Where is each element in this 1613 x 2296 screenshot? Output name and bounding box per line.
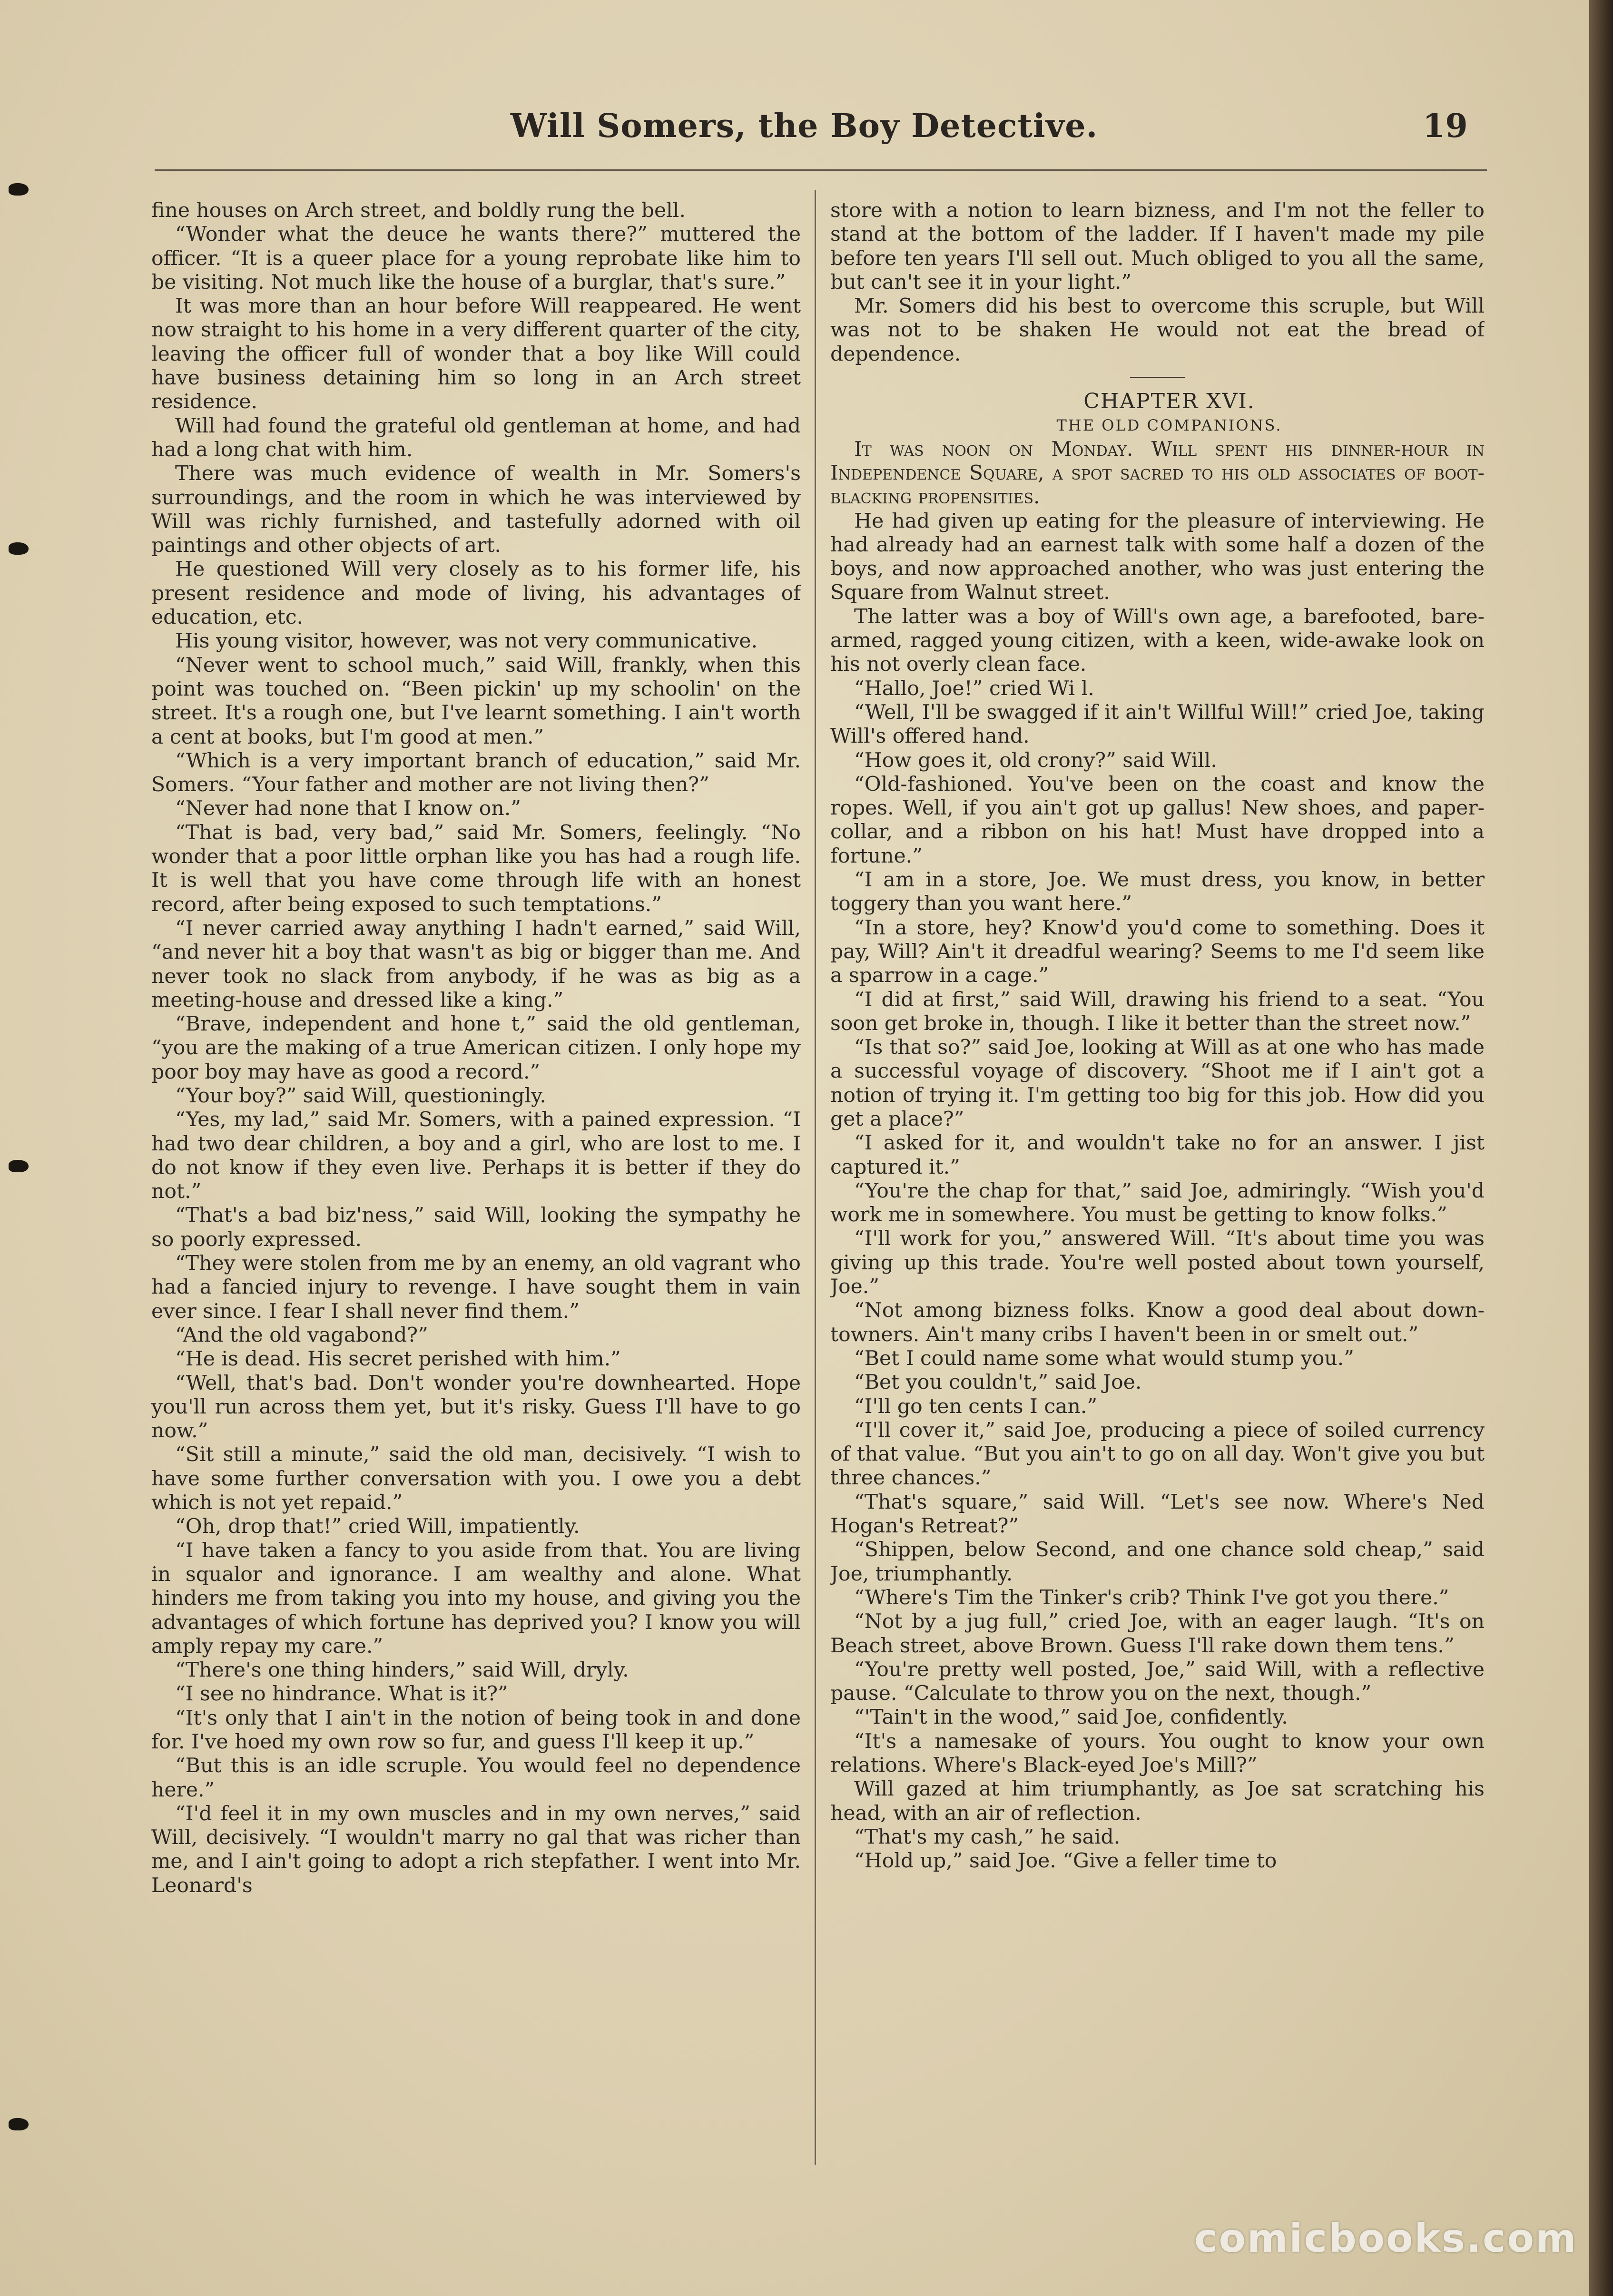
paragraph: “That's a bad biz'ness,” said Will, looking the sympathy he so poorly expressed. (151, 1204, 801, 1251)
column-divider (815, 190, 816, 2165)
page-edge-shadow (1589, 0, 1613, 2296)
paragraph: He questioned Will very closely as to his former life, his present residence and mode of living, his advantages of education, etc. (151, 558, 801, 629)
binding-stitch-mark (9, 542, 29, 555)
paragraph: “I am in a store, Joe. We must dress, you know, in better toggery than you want here.” (830, 868, 1485, 916)
paragraph: fine houses on Arch street, and boldly rung the bell. (151, 199, 686, 222)
paragraph: His young visitor, however, was not very communicative. (175, 629, 758, 653)
paragraph: “But this is an idle scruple. You would feel no dependence here.” (151, 1754, 801, 1802)
paragraph: “Not by a jug full,” cried Joe, with an eager laugh. “It's on Beach street, above Brown. Guess I'll rake down them tens.” (830, 1610, 1485, 1658)
binding-stitch-mark (9, 183, 29, 196)
site-watermark: comicbooks.com (1194, 2216, 1578, 2261)
paragraph: “I asked for it, and wouldn't take no for an answer. I jist captured it.” (830, 1131, 1485, 1179)
running-header-title: Will Somers, the Boy Detective. (510, 107, 1098, 145)
paragraph: It was noon on Monday. Will spent his dinner-hour in Independence Square, a spot sacred to his old associates of boot-blacking propensities. (830, 437, 1485, 509)
paragraph: “You're pretty well posted, Joe,” said Will, with a reflective pause. “Calculate to throw you on the next, though.” (830, 1658, 1485, 1706)
paragraph: “Shippen, below Second, and one chance sold cheap,” said Joe, triumphantly. (830, 1538, 1485, 1586)
paragraph: “It's only that I ain't in the notion of being took in and done for. I've hoed my own row so fur, and guess I'll keep it up.” (151, 1706, 801, 1754)
paragraph: “Not among bizness folks. Know a good deal about down-towners. Ain't many cribs I haven't been in or smelt out.” (830, 1299, 1485, 1346)
paragraph: “I'll work for you,” answered Will. “It's about time you was giving up this trade. You're well posted about town yourself, Joe.” (830, 1227, 1485, 1299)
paragraph: He had given up eating for the pleasure of interviewing. He had already had an earnest talk with some half a dozen of the boys, and now approached another, who was just entering the Square from Walnut street. (830, 509, 1485, 605)
paragraph: “Bet you couldn't,” said Joe. (854, 1371, 1142, 1394)
chapter-heading: CHAPTER XVI. (1083, 389, 1255, 414)
paragraph: “They were stolen from me by an enemy, an old vagrant who had a fancied injury to revenge. I have sought them in vain ever since. I fear I shall never find them.” (151, 1252, 801, 1323)
paragraph: “Oh, drop that!” cried Will, impatiently. (175, 1515, 580, 1539)
paragraph: “Never went to school much,” said Will, frankly, when this point was touched on. “Been pickin' up my schoolin' on the street. It's a rough one, but I've learnt something. I ain't worth a cent at books, but I'm good at men.” (151, 653, 801, 749)
paragraph: “Yes, my lad,” said Mr. Somers, with a pained expression. “I had two dear children, a boy and a girl, who are lost to me. I do not know if they even live. Perhaps it is better if they do not.” (151, 1108, 801, 1204)
paragraph: “Brave, independent and hone t,” said the old gentleman, “you are the making of a true American citizen. I only hope my poor boy may have as good a record.” (151, 1012, 801, 1084)
paragraph: Will gazed at him triumphantly, as Joe sat scratching his head, with an air of reflection. (830, 1777, 1485, 1825)
paragraph: store with a notion to learn bizness, and I'm not the feller to stand at the bottom of the ladder. If I haven't made my pile before ten years I'll sell out. Much obliged to you all the same, but can't see it in your light.” (830, 199, 1485, 294)
paragraph: The latter was a boy of Will's own age, a barefooted, bare-armed, ragged young citizen, with a keen, wide-awake look on his not overly clean face. (830, 605, 1485, 677)
paragraph: “I did at first,” said Will, drawing his friend to a seat. “You soon get broke in, though. I like it better than the street now.” (830, 988, 1485, 1035)
paragraph: “Wonder what the deuce he wants there?” muttered the officer. “It is a queer place for a young reprobate like him to be visiting. Not much like the house of a burglar, that's sure.” (151, 223, 801, 294)
paragraph: Mr. Somers did his best to overcome this scruple, but Will was not to be shaken He would not eat the bread of dependence. (830, 294, 1485, 366)
chapter-rule (1130, 377, 1185, 378)
paragraph: “Old-fashioned. You've been on the coast and know the ropes. Well, if you ain't got up gallus! New shoes, and paper-collar, and a ribbon on his hat! Must have dropped into a fortune.” (830, 772, 1485, 868)
paragraph: “That's square,” said Will. “Let's see now. Where's Ned Hogan's Retreat?” (830, 1490, 1485, 1538)
page-number: 19 (1423, 107, 1468, 145)
paragraph: “And the old vagabond?” (175, 1323, 428, 1347)
paragraph: “How goes it, old crony?” said Will. (854, 748, 1217, 772)
paragraph: There was much evidence of wealth in Mr. Somers's surroundings, and the room in which he was interviewed by Will was richly furnished, and tastefully adorned with oil paintings and other objects of art. (151, 462, 801, 558)
paragraph: “I have taken a fancy to you aside from that. You are living in squalor and ignorance. I am wealthy and alone. What hinders me from taking you into my house, and giving you the advantages of which fortune has deprived you? I know you will amply repay my care.” (151, 1539, 801, 1658)
paragraph: “You're the chap for that,” said Joe, admiringly. “Wish you'd work me in somewhere. You must be getting to know folks.” (830, 1179, 1485, 1227)
paragraph: Will had found the grateful old gentleman at home, and had had a long chat with him. (151, 414, 801, 461)
paragraph: “In a store, hey? Know'd you'd come to something. Does it pay, Will? Ain't it dreadful wearing? Seems to me I'd seem like a sparrow in a cage.” (830, 916, 1485, 988)
paragraph: It was more than an hour before Will reappeared. He went now straight to his home in a very different quarter of the city, leaving the officer full of wonder that a boy like Will could have business detaining him so long in an Arch street residence. (151, 294, 801, 414)
paragraph: “Well, that's bad. Don't wonder you're downhearted. Hope you'll run across them yet, but it's risky. Guess I'll have to go now.” (151, 1371, 801, 1443)
paragraph: “I see no hindrance. What is it?” (175, 1682, 508, 1706)
right-text-column (830, 199, 1485, 2164)
paragraph: “I'll cover it,” said Joe, producing a piece of soiled currency of that value. “But you ain't to go on all day. Won't give you but three chances.” (830, 1418, 1485, 1490)
paragraph: “Well, I'll be swagged if it ain't Willful Will!” cried Joe, taking Will's offered hand. (830, 700, 1485, 748)
paragraph: “Which is a very important branch of education,” said Mr. Somers. “Your father and mother are not living then?” (151, 749, 801, 797)
paragraph: “Your boy?” said Will, questioningly. (175, 1084, 546, 1108)
paragraph: “I never carried away anything I hadn't earned,” said Will, “and never hit a boy that wasn't as big or bigger than me. And never took no slack from anybody, if he was as big as a meeting-house and dressed like a king.” (151, 916, 801, 1012)
paragraph: “I'd feel it in my own muscles and in my own nerves,” said Will, decisively. “I wouldn't marry no gal that was richer than me, and I ain't going to adopt a rich stepfather. I went into Mr. Leonard's (151, 1802, 801, 1897)
paragraph: “Sit still a minute,” said the old man, decisively. “I wish to have some further conversation with you. I owe you a debt which is not yet repaid.” (151, 1443, 801, 1515)
left-text-column (151, 199, 801, 2164)
paragraph: “'Tain't in the wood,” said Joe, confidently. (854, 1706, 1288, 1729)
header-rule (155, 169, 1487, 171)
paragraph: “Hold up,” said Joe. “Give a feller time to (854, 1849, 1277, 1873)
paragraph: “That's my cash,” he said. (854, 1825, 1121, 1849)
paragraph: “I'll go ten cents I can.” (854, 1394, 1098, 1418)
paragraph: “Where's Tim the Tinker's crib? Think I've got you there.” (854, 1586, 1449, 1609)
paragraph: “Bet I could name some what would stump you.” (854, 1346, 1354, 1370)
chapter-subtitle: THE OLD COMPANIONS. (1056, 416, 1282, 435)
paragraph: “Never had none that I know on.” (175, 797, 521, 821)
paragraph: “Is that so?” said Joe, looking at Will as at one who has made a successful voyage of discovery. “Shoot me if I ain't got a notion of trying it. I'm getting too big for this job. How did you get a place?” (830, 1036, 1485, 1131)
paragraph: “That is bad, very bad,” said Mr. Somers, feelingly. “No wonder that a poor little orphan like you has had a rough life. It is well that you have come through life with an honest record, after being exposed to such temptations.” (151, 821, 801, 916)
paragraph: “Hallo, Joe!” cried Wi l. (854, 677, 1094, 700)
binding-stitch-mark (9, 1160, 29, 1172)
paragraph: “There's one thing hinders,” said Will, dryly. (175, 1658, 629, 1682)
binding-stitch-mark (9, 2118, 29, 2130)
paragraph: “It's a namesake of yours. You ought to know your own relations. Where's Black-eyed Joe's Mill?” (830, 1729, 1485, 1777)
paragraph: “He is dead. His secret perished with him.” (175, 1347, 621, 1371)
